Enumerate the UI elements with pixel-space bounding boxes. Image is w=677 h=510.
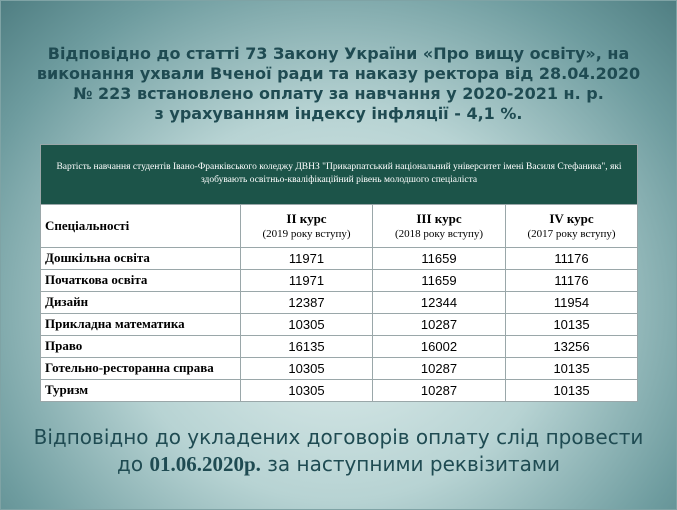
table-row [41, 313, 638, 335]
price-course-3: 12344 [373, 291, 506, 313]
table-row [41, 379, 638, 401]
header-specialty: Спеціальності [41, 204, 241, 247]
header-course-4 [506, 204, 638, 247]
specialty-name: Дошкільна освіта [41, 247, 241, 269]
specialty-name: Дизайн [41, 291, 241, 313]
payment-deadline: 01.06.2020р. [149, 452, 261, 476]
heading-line-2: виконання ухвали Вченої ради та наказу ректора від 28.04.2020 [36, 64, 641, 83]
header-course-2-sub: (2019 року вступу) [262, 227, 351, 240]
price-course-3: 16002 [373, 335, 506, 357]
heading-line-3: № 223 встановлено оплату за навчання у 2020-2021 н. р. [73, 84, 604, 103]
header-course-2-label: II курс [286, 210, 327, 226]
specialty-name: Туризм [41, 379, 241, 401]
heading-line-4: з урахуванням індексу інфляції - 4,1 %. [154, 104, 523, 123]
price-course-2: 10305 [241, 379, 373, 401]
footer-line-2-post: за наступними реквізитами [260, 452, 560, 476]
price-course-2: 10305 [241, 357, 373, 379]
footer-line-2 [20, 451, 657, 478]
price-course-2: 12387 [241, 291, 373, 313]
price-course-4: 10135 [506, 357, 638, 379]
price-course-3: 10287 [373, 313, 506, 335]
price-course-3: 11659 [373, 269, 506, 291]
slide-footer [20, 424, 657, 478]
price-course-4: 10135 [506, 313, 638, 335]
specialty-name: Право [41, 335, 241, 357]
header-course-3-sub: (2018 року вступу) [394, 227, 484, 240]
price-course-2: 10305 [241, 313, 373, 335]
price-course-3: 11659 [373, 247, 506, 269]
price-course-4: 11176 [506, 247, 638, 269]
table-row [41, 247, 638, 269]
header-course-2 [241, 204, 373, 247]
price-course-4: 10135 [506, 379, 638, 401]
header-course-4-label: IV курс [549, 210, 594, 226]
table-row [41, 357, 638, 379]
header-course-3-label: III курс [416, 210, 462, 226]
price-course-4: 13256 [506, 335, 638, 357]
price-course-4: 11954 [506, 291, 638, 313]
price-course-3: 10287 [373, 357, 506, 379]
price-course-2: 11971 [241, 247, 373, 269]
price-course-3: 10287 [373, 379, 506, 401]
footer-line-1: Відповідно до укладених договорів оплату слід провести [33, 425, 644, 449]
price-course-2: 11971 [241, 269, 373, 291]
price-course-2: 16135 [241, 335, 373, 357]
tuition-table [40, 144, 638, 402]
header-course-4-sub: (2017 року вступу) [527, 227, 616, 240]
specialty-name: Готельно-ресторанна справа [41, 357, 241, 379]
table-row [41, 291, 638, 313]
footer-line-2-pre: до [117, 452, 150, 476]
table-row [41, 269, 638, 291]
specialty-name: Прикладна математика [41, 313, 241, 335]
table-caption: Вартість навчання студентів Івано-Франківського коледжу ДВНЗ "Прикарпатський національний університет імені Василя Стефаника", які здобувають освітньо-кваліфікаційний рівень молодшого спеціаліста [41, 145, 638, 205]
table-row [41, 335, 638, 357]
heading-line-1: Відповідно до статті 73 Закону України «Про вищу освіту», на [47, 44, 630, 63]
header-course-3 [373, 204, 506, 247]
specialty-name: Початкова освіта [41, 269, 241, 291]
price-course-4: 11176 [506, 269, 638, 291]
table-header-row [41, 204, 638, 247]
slide-heading [20, 44, 657, 124]
